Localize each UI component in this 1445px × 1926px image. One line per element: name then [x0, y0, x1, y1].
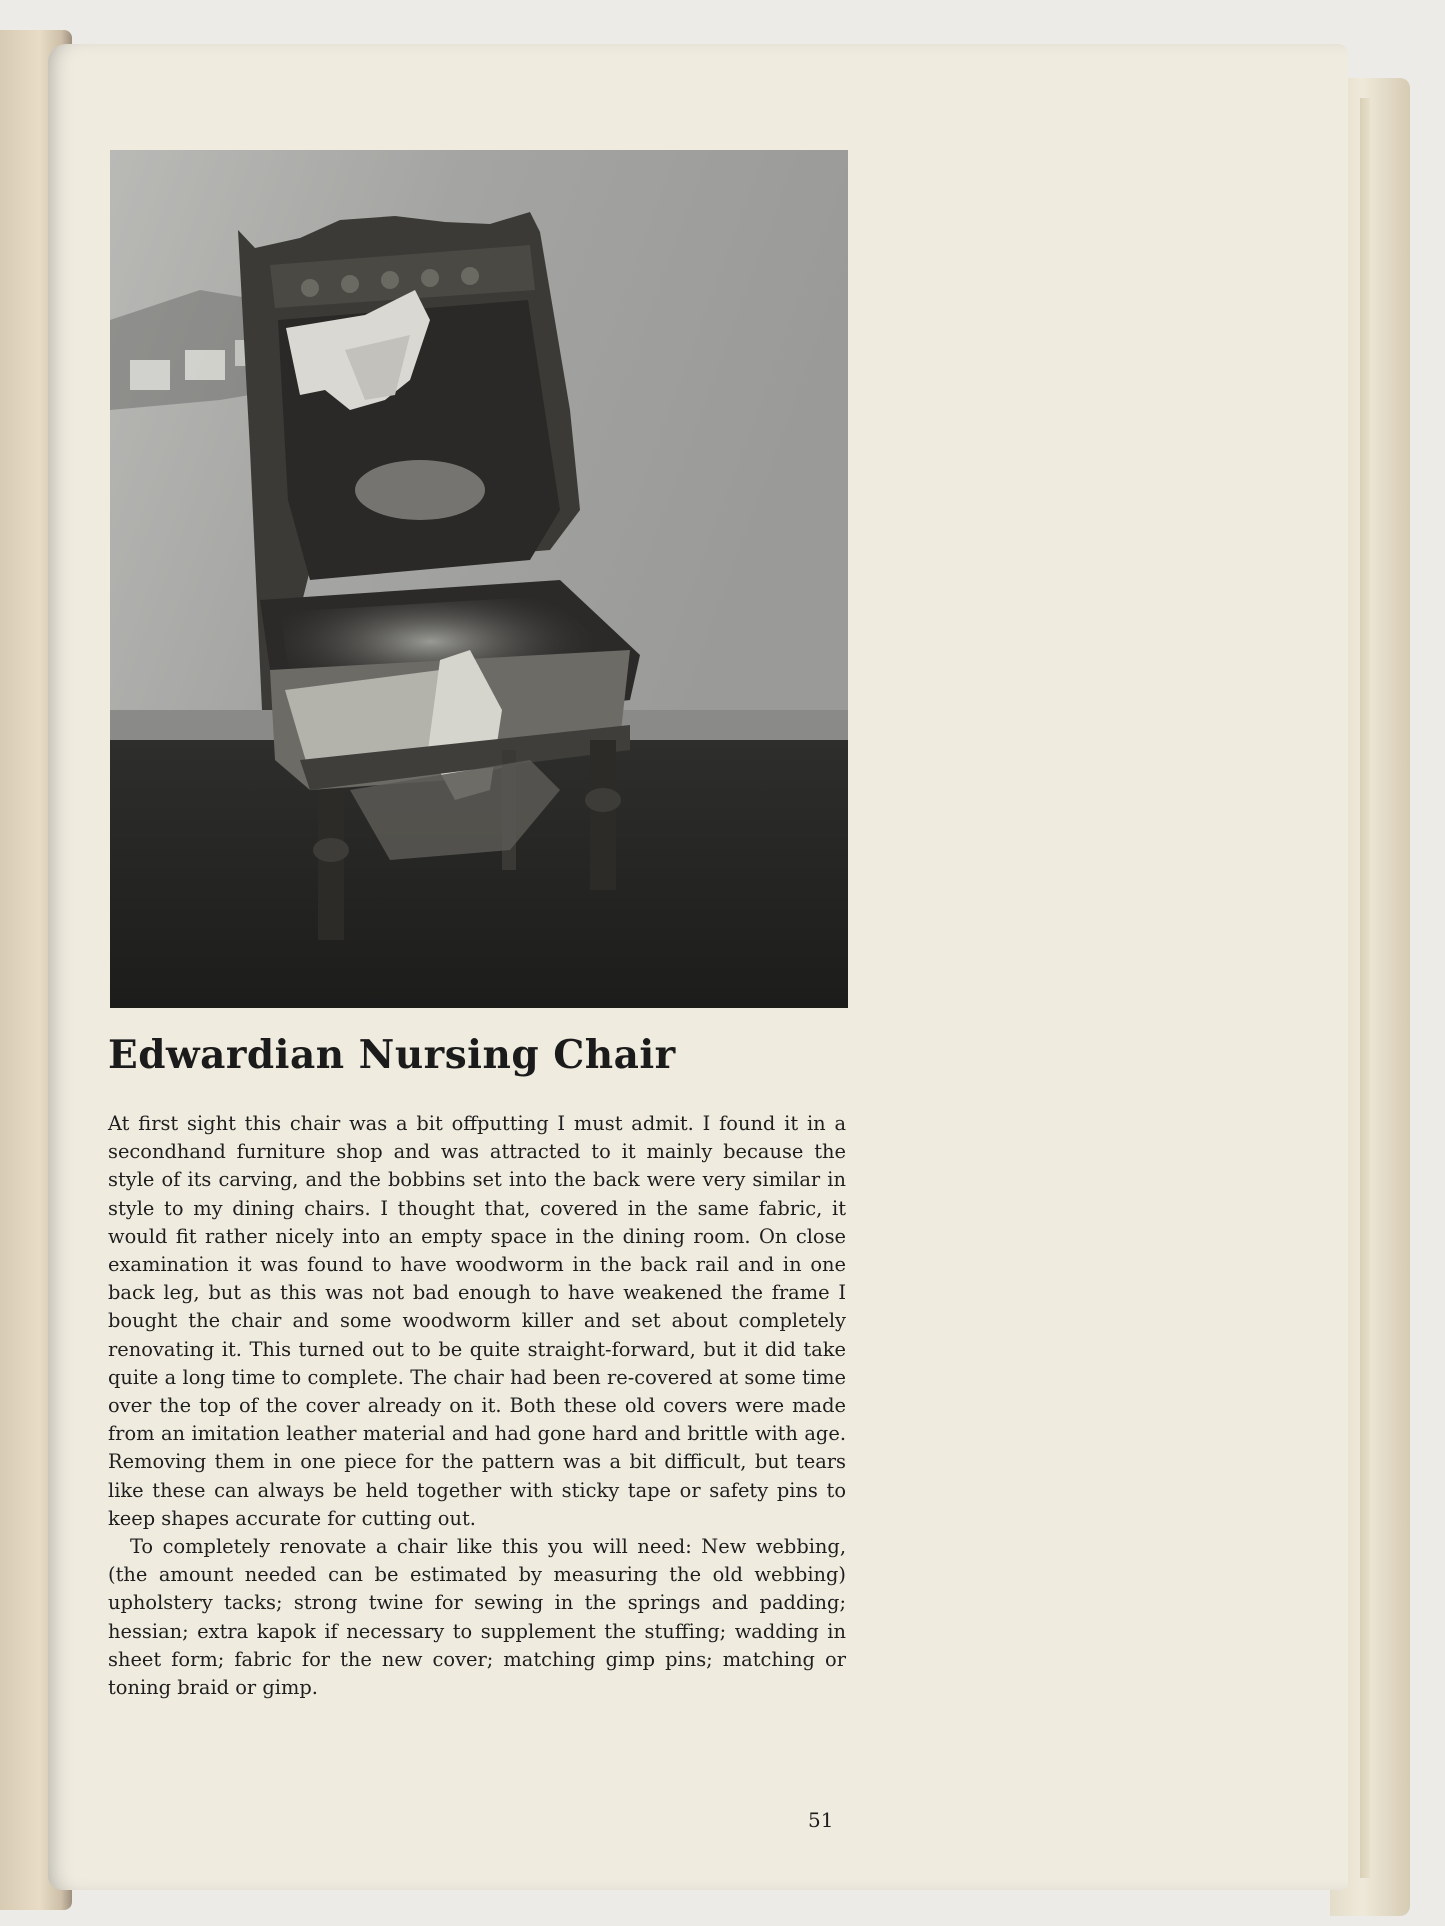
page-number: 51 [808, 1808, 834, 1832]
body-paragraph: At first sight this chair was a bit offputting I must admit. I found it in a secondhand furniture shop and was attracted to it mainly because the style of its carving, and the bobbins set into the back were very similar in style to my dining chairs. I thought that, covered in the same fabric, it would fit rather nicely into an empty space in the dining room. On close examination it was found to have woodworm in the back rail and in one back leg, but as this was not bad enough to have weakened the frame I bought the chair and some woodworm killer and set about completely renovating it. This turned out to be quite straight-forward, but it did take quite a long time to complete. The chair had been re-covered at some time over the top of the cover already on it. Both these old covers were made from an imitation leather material and had gone hard and brittle with age. Removing them in one piece for the pattern was a bit difficult, but tears like these can always be held together with sticky tape or safety pins to keep shapes accurate for cutting out. [108, 1112, 846, 1530]
article-title: Edwardian Nursing Chair [108, 1032, 676, 1078]
body-paragraph: To completely renovate a chair like this you will need: New webbing, (the amount needed can be estimated by measuring the old webbing) upholstery tacks; strong twine for sewing in the springs and padding; hessian; extra kapok if necessary to supplement the stuffing; wadding in sheet form; fabric for the new cover; matching gimp pins; matching or toning braid or gimp. [108, 1535, 846, 1700]
chair-photograph [110, 150, 848, 1008]
article-body [108, 1110, 846, 1702]
